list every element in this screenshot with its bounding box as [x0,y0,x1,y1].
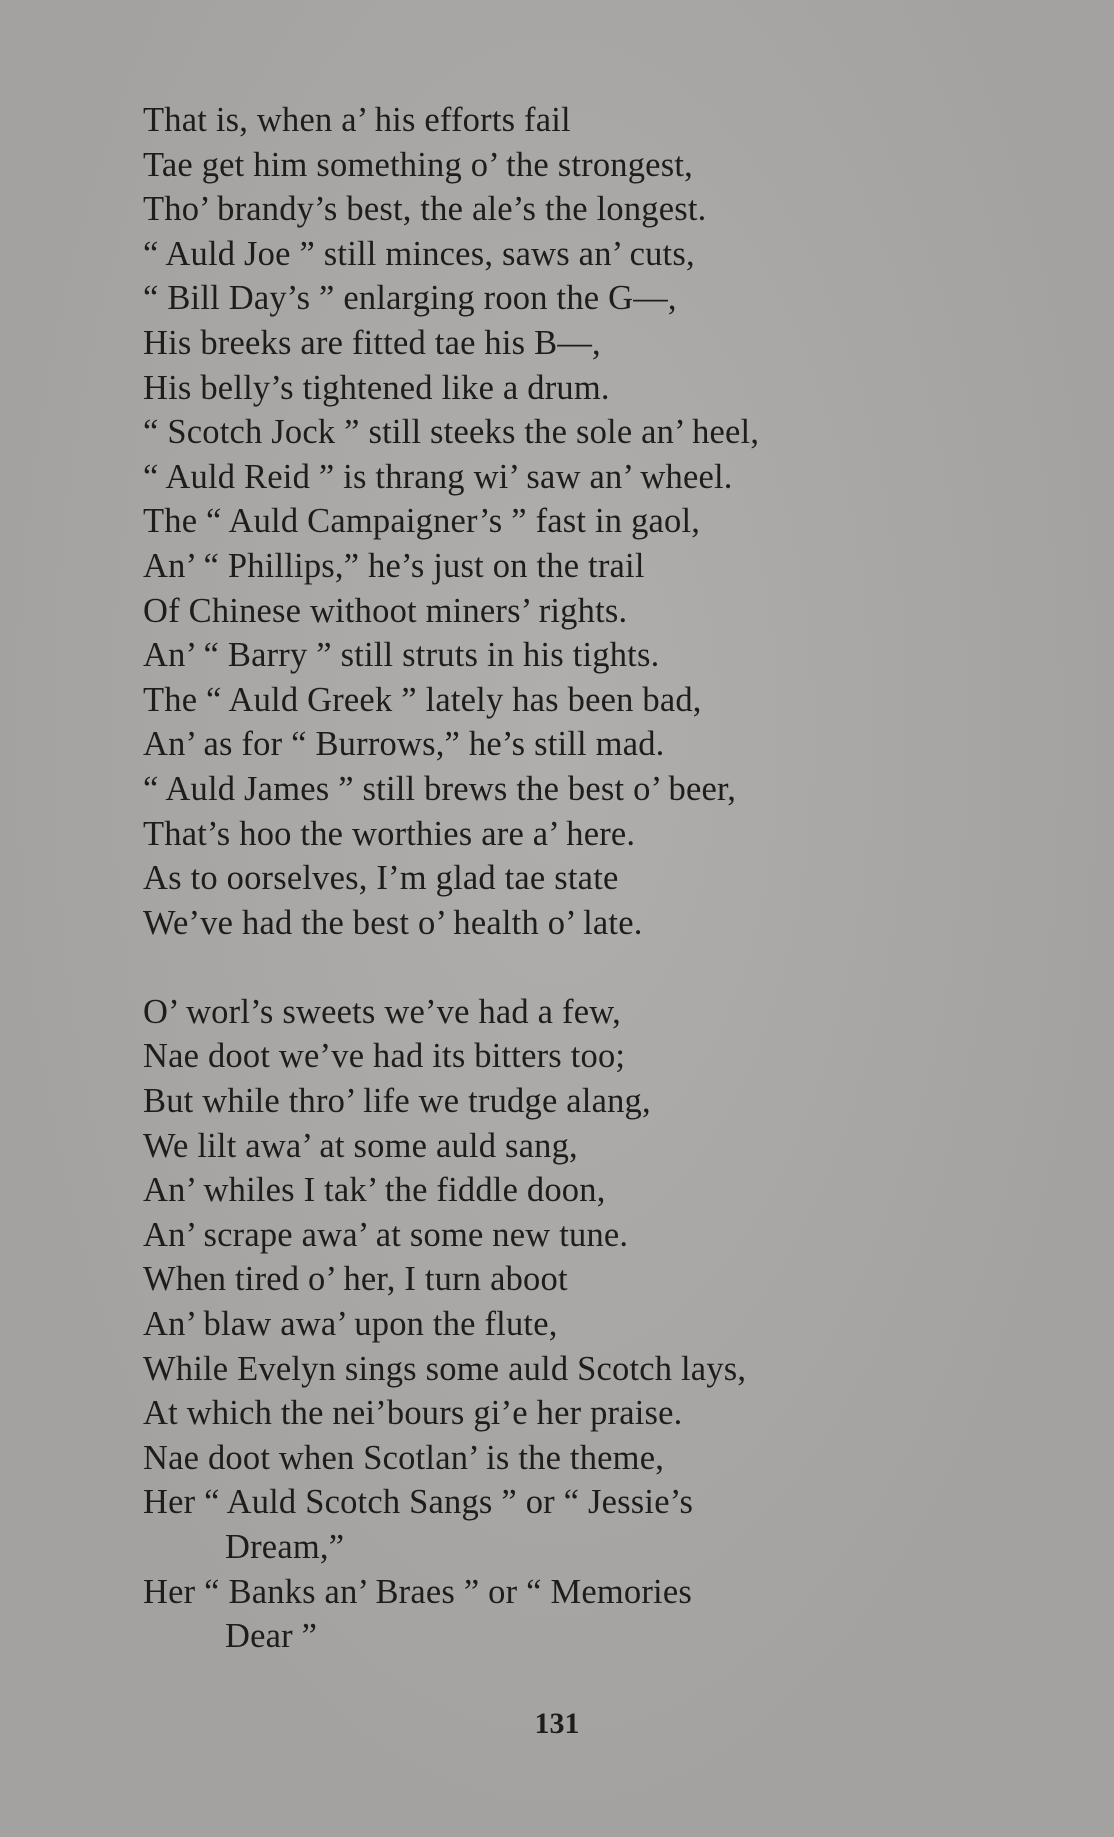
poem-line: That is, when a’ his efforts fail [143,101,571,139]
stanza-2 [143,990,983,1659]
poem-line: We lilt awa’ at some auld sang, [143,1126,578,1165]
poem-line: The “ Auld Campaigner’s ” fast in gaol, [143,502,701,541]
poem-line: “ Auld Reid ” is thrang wi’ saw an’ wheel. [143,457,733,496]
poem-line: An’ “ Phillips,” he’s just on the trail [143,546,645,585]
poem-line: Tho’ brandy’s best, the ale’s the longest. [143,190,707,229]
poem-line: “ Scotch Jock ” still steeks the sole an’ heel, [143,413,760,452]
poem-line-continuation: Dream,” [225,1528,345,1566]
poem-line: Nae doot we’ve had its bitters too; [143,1037,626,1076]
poem-line: The “ Auld Greek ” lately has been bad, [143,680,702,719]
poem-line: While Evelyn sings some auld Scotch lays, [143,1349,747,1388]
poem-line: That’s hoo the worthies are a’ here. [143,814,636,853]
poem-line: Nae doot when Scotlan’ is the theme, [143,1438,665,1477]
poem-line: An’ blaw awa’ upon the flute, [143,1305,558,1344]
poem-line: An’ whiles I tak’ the fiddle doon, [143,1171,606,1210]
poem-line: “ Auld Joe ” still minces, saws an’ cuts, [143,234,695,273]
poem-line: His breeks are fitted tae his B—, [143,323,601,362]
poem-line: Tae get him something o’ the strongest, [143,145,693,184]
poem-line: His belly’s tightened like a drum. [143,368,610,407]
poem-line-continuation: Dear ” [225,1617,318,1656]
poem-line: Her “ Auld Scotch Sangs ” or “ Jessie’s [143,1483,694,1522]
poem-line: Her “ Banks an’ Braes ” or “ Memories [143,1572,692,1611]
poem-line: At which the nei’bours gi’e her praise. [143,1394,683,1433]
poem-line: As to oorselves, I’m glad tae state [143,859,619,898]
poem-line: Of Chinese withoot miners’ rights. [143,591,628,630]
stanza-break [143,945,983,990]
stanza-1 [143,98,983,945]
poem-line: “ Bill Day’s ” enlarging roon the G—, [143,279,677,318]
poem-line: “ Auld James ” still brews the best o’ beer, [143,769,737,808]
poem-line: An’ scrape awa’ at some new tune. [143,1215,629,1254]
poem-line: When tired o’ her, I turn aboot [143,1260,568,1299]
poem-line: But while thro’ life we trudge alang, [143,1082,651,1121]
poem-line: O’ worl’s sweets we’ve had a few, [143,992,621,1031]
page-number: 131 [534,1707,580,1740]
poem-line: We’ve had the best o’ health o’ late. [143,903,643,942]
poem-line: An’ “ Barry ” still struts in his tights. [143,636,660,675]
poem-line: An’ as for “ Burrows,” he’s still mad. [143,725,665,764]
poem-text [143,98,983,1659]
